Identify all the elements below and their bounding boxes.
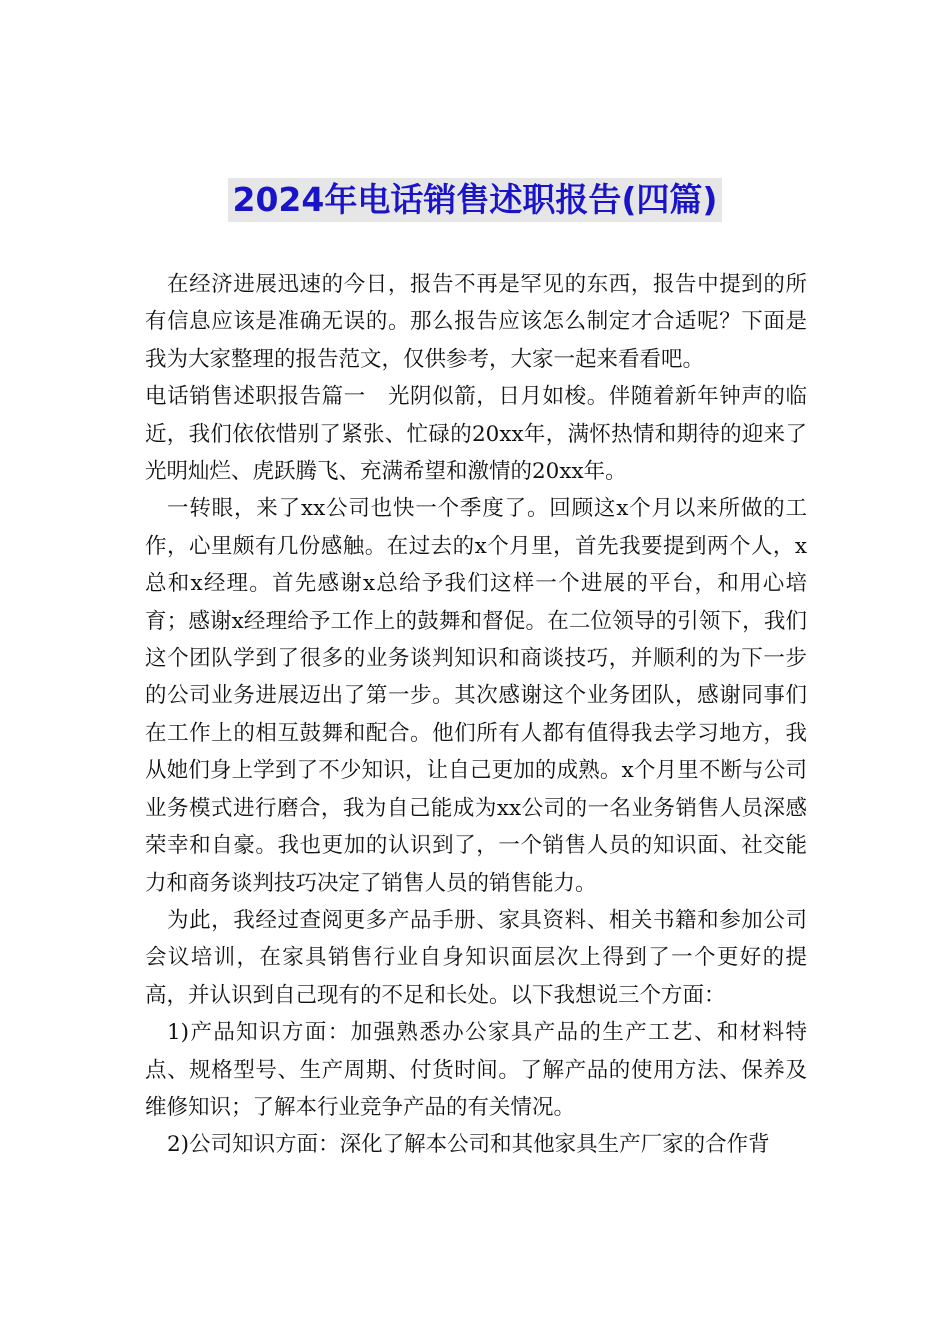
paragraph-intro: 在经济进展迅速的今日，报告不再是罕见的东西，报告中提到的所有信息应该是准确无误的。那么报告应该怎么制定才合适呢？下面是我为大家整理的报告范文，仅供参考，大家一起来看看吧。 xyxy=(145,272,807,372)
paragraph-study: 为此，我经过查阅更多产品手册、家具资料、相关书籍和参加公司会议培训，在家具销售行业自身知识面层次上得到了一个更好的提高，并认识到自己现有的不足和长处。以下我想说三个方面： xyxy=(145,907,807,1008)
paragraph-section-one: 电话销售述职报告篇一 光阴似箭，日月如梭。伴随着新年钟声的临近，我们依依惜别了紧张、忙碌的20xx年，满怀热情和期待的迎来了光明灿烂、虎跃腾飞、充满希望和激情的20xx年。 xyxy=(145,384,807,485)
title-container xyxy=(0,178,950,222)
paragraph-point-1: 1)产品知识方面：加强熟悉办公家具产品的生产工艺、和材料特点、规格型号、生产周期、付货时间。了解产品的使用方法、保养及维修知识；了解本行业竞争产品的有关情况。 xyxy=(145,1020,807,1120)
document-body xyxy=(145,266,807,1164)
paragraph-review: 一转眼，来了xx公司也快一个季度了。回顾这x个月以来所做的工作，心里颇有几份感触。在过去的x个月里，首先我要提到两个人，x总和x经理。首先感谢x总给予我们这样一个进展的平台，和用心培育；感谢x经理给予工作上的鼓舞和督促。在二位领导的引领下，我们这个团队学到了很多的业务谈判知识和商谈技巧，并顺利的为下一步的公司业务进展迈出了第一步。其次感谢这个业务团队，感谢同事们在工作上的相互鼓舞和配合。他们所有人都有值得我去学习地方，我从她们身上学到了不少知识，让自己更加的成熟。x个月里不断与公司业务模式进行磨合，我为自己能成为xx公司的一名业务销售人员深感荣幸和自豪。我也更加的认识到了，一个销售人员的知识面、社交能力和商务谈判技巧决定了销售人员的销售能力。 xyxy=(145,496,807,896)
document-title: 2024年电话销售述职报告(四篇) xyxy=(228,178,721,222)
paragraph-point-2: 2)公司知识方面：深化了解本公司和其他家具生产厂家的合作背 xyxy=(167,1132,770,1158)
